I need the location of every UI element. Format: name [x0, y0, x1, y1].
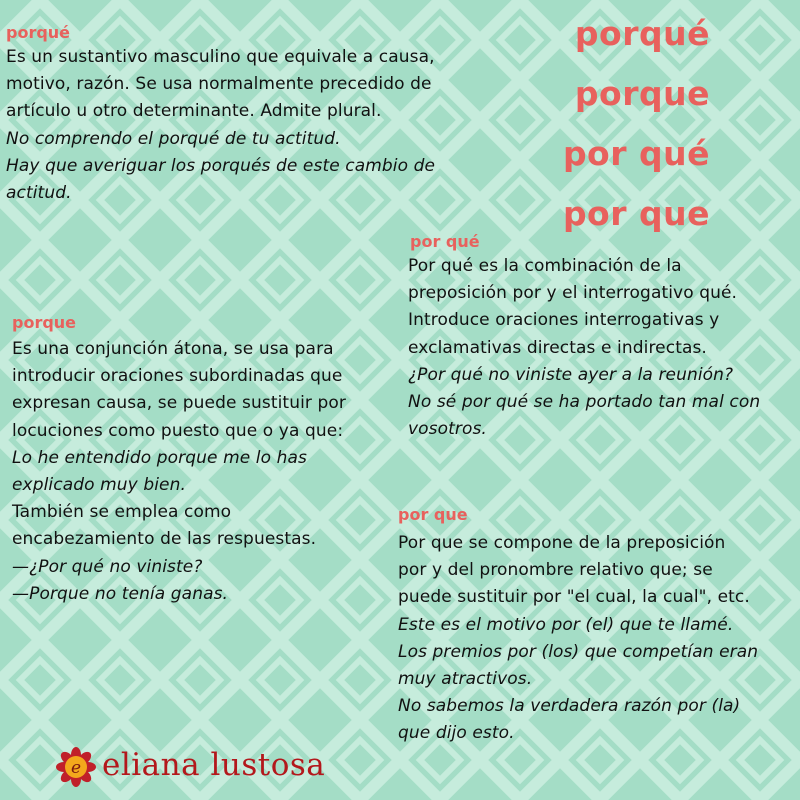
- example-line: Hay que averiguar los porqués de este cambio de: [6, 155, 436, 176]
- example-line: No comprendo el porqué de tu actitud.: [6, 128, 341, 149]
- definition-line: locuciones como puesto que o ya que:: [12, 420, 344, 441]
- title-porque: porque: [574, 74, 710, 113]
- example-line: muy atractivos.: [398, 669, 533, 690]
- definition-line: Introduce oraciones interrogativas y: [408, 310, 720, 331]
- section-heading: por que: [398, 505, 468, 524]
- definition-line: introducir oraciones subordinadas que: [12, 366, 343, 387]
- section-heading: porqué: [6, 23, 71, 42]
- example-line: ¿Por qué no viniste ayer a la reunión?: [408, 364, 734, 385]
- definition-line: Es un sustantivo masculino que equivale a causa,: [6, 47, 435, 67]
- definition-line: por y del pronombre relativo que; se: [398, 560, 713, 581]
- definition-line: También se emplea como: [12, 502, 232, 523]
- example-line: —¿Por qué no viniste?: [12, 556, 203, 577]
- definition-line: motivo, razón. Se usa normalmente precedido de: [6, 74, 432, 95]
- title-por-que: por que: [562, 194, 710, 233]
- example-line: explicado muy bien.: [12, 475, 186, 496]
- logo-text: eliana lustosa: [102, 747, 326, 783]
- section-por-que-interrogativo: [408, 231, 760, 443]
- example-line: Este es el motivo por (el) que te llamé.: [398, 614, 734, 635]
- example-line: —Porque no tenía ganas.: [12, 583, 229, 604]
- section-por-que-relativo: [398, 504, 758, 748]
- definition-line: Es una conjunción átona, se usa para: [12, 339, 334, 359]
- section-heading: por qué: [410, 232, 480, 251]
- definition-line: preposición por y el interrogativo qué.: [408, 283, 738, 304]
- example-line: No sabemos la verdadera razón por (la): [398, 696, 741, 717]
- section-heading: porque: [12, 313, 77, 332]
- section-porque-sustantivo: [6, 22, 435, 207]
- title-por-que-acento: por qué: [562, 134, 710, 173]
- definition-line: Por qué es la combinación de la: [408, 256, 682, 276]
- svg-text:e: e: [70, 758, 82, 778]
- definition-line: artículo u otro determinante. Admite plural.: [6, 101, 382, 122]
- example-line: No sé por qué se ha portado tan mal con: [408, 392, 761, 413]
- title-porque-acento: porqué: [574, 14, 710, 53]
- definition-line: exclamativas directas e indirectas.: [408, 337, 707, 358]
- example-line: Lo he entendido porque me lo has: [12, 447, 307, 468]
- example-line: vosotros.: [408, 419, 487, 440]
- example-line: Los premios por (los) que competían eran: [398, 641, 759, 662]
- eliana-lustosa-logo-icon: [56, 747, 96, 787]
- definition-line: encabezamiento de las respuestas.: [12, 529, 317, 550]
- example-line: actitud.: [6, 183, 72, 204]
- definition-line: puede sustituir por "el cual, la cual", etc.: [398, 587, 750, 608]
- definition-line: Por que se compone de la preposición: [398, 533, 726, 553]
- example-line: que dijo esto.: [398, 723, 515, 744]
- definition-line: expresan causa, se puede sustituir por: [12, 393, 346, 414]
- section-porque-conjuncion: [12, 312, 346, 608]
